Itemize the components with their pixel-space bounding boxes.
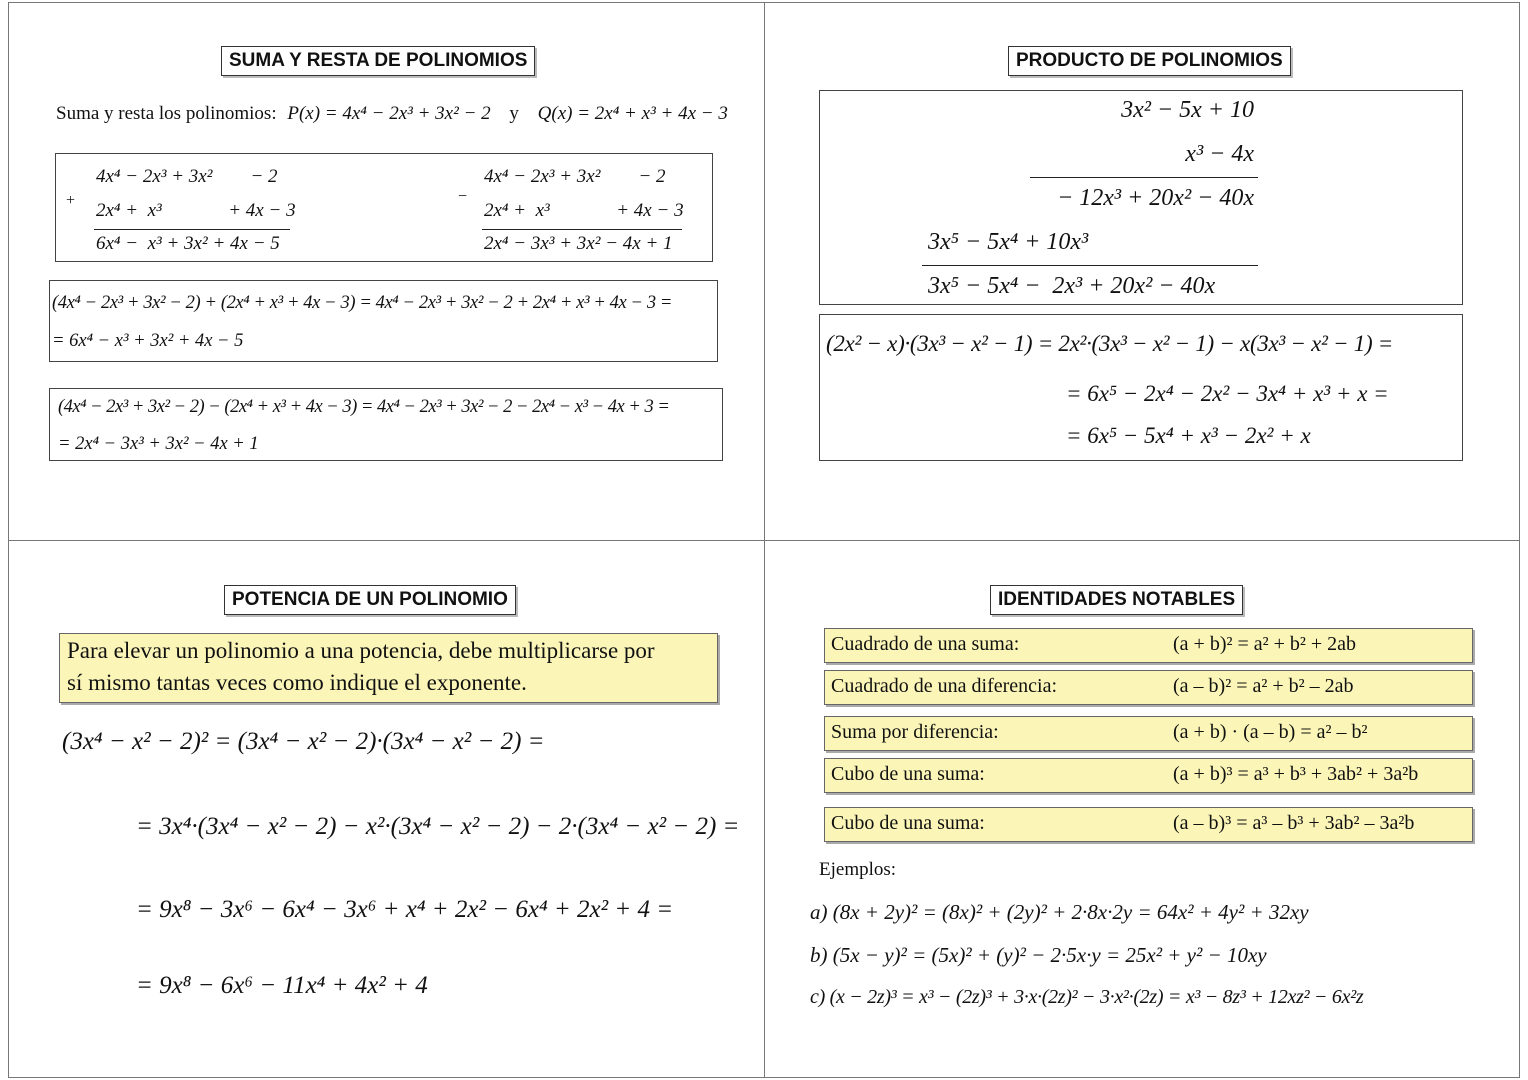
product-result: 3x⁵ − 5x⁴ − 2x³ + 20x² − 40x	[928, 273, 1216, 299]
sum-line-1: (4x⁴ − 2x³ + 3x² − 2) + (2x⁴ + x³ + 4x − 3) = 4x⁴ − 2x³ + 3x² − 2 + 2x⁴ + x³ + 4x − 3 =	[52, 293, 672, 313]
identity-formula: (a + b)² = a² + b² + 2ab	[1173, 633, 1357, 655]
product-horizontal-box	[819, 314, 1463, 461]
diff-row-1: 4x⁴ − 2x³ + 3x² − 2	[484, 166, 666, 187]
partial-product-1: − 12x³ + 20x² − 40x	[1057, 185, 1254, 211]
diff-horizontal-box	[49, 388, 723, 461]
power-line-2: = 3x⁴·(3x⁴ − x² − 2) − x²·(3x⁴ − x² − 2) − 2·(3x⁴ − x² − 2) =	[136, 813, 740, 840]
sum-sign: +	[66, 192, 76, 209]
identity-formula: (a – b)² = a² + b² – 2ab	[1173, 675, 1354, 697]
power-rule-note	[59, 633, 718, 703]
sum-horizontal-box	[49, 280, 718, 362]
example-b: b) (5x − y)² = (5x)² + (y)² − 2·5x·y = 25x² + y² − 10xy	[810, 943, 1267, 967]
product-column-box	[819, 90, 1463, 305]
identity-formula: (a + b) · (a – b) = a² – b²	[1173, 721, 1368, 743]
identity-row	[824, 758, 1473, 793]
power-line-3: = 9x⁸ − 3x⁶ − 6x⁴ − 3x⁶ + x⁴ + 2x² − 6x⁴ + 2x² + 4 =	[136, 896, 674, 923]
power-line-4: = 9x⁸ − 6x⁶ − 11x⁴ + 4x² + 4	[136, 972, 428, 999]
note-line-2: sí mismo tantas veces como indique el exponente.	[67, 670, 527, 695]
factor-2: x³ − 4x	[1185, 141, 1254, 167]
product-rule-1	[1030, 177, 1258, 178]
section-title: SUMA Y RESTA DE POLINOMIOS	[221, 46, 535, 76]
product-line-3: = 6x⁵ − 5x⁴ + x³ − 2x² + x	[1066, 423, 1311, 448]
identity-row	[824, 628, 1473, 663]
identity-label: Cubo de una suma:	[831, 763, 985, 785]
sum-result: 6x⁴ − x³ + 3x² + 4x − 5	[96, 233, 280, 254]
partial-product-2: 3x⁵ − 5x⁴ + 10x³	[928, 229, 1089, 255]
diff-sign: −	[458, 188, 468, 205]
identity-row	[824, 807, 1473, 842]
product-line-1: (2x² − x)·(3x³ − x² − 1) = 2x²·(3x³ − x² − 1) − x(3x³ − x² − 1) =	[826, 331, 1393, 356]
power-line-1: (3x⁴ − x² − 2)² = (3x⁴ − x² − 2)·(3x⁴ − x² − 2) =	[62, 728, 545, 755]
horizontal-divider	[8, 540, 1520, 541]
diff-line-1: (4x⁴ − 2x³ + 3x² − 2) − (2x⁴ + x³ + 4x − 3) = 4x⁴ − 2x³ + 3x² − 2 − 2x⁴ − x³ − 4x + 3 =	[58, 397, 670, 417]
diff-line-2: = 2x⁴ − 3x³ + 3x² − 4x + 1	[58, 434, 259, 454]
diff-result: 2x⁴ − 3x³ + 3x² − 4x + 1	[484, 233, 673, 254]
identity-label: Cuadrado de una diferencia:	[831, 675, 1058, 697]
note-line-1: Para elevar un polinomio a una potencia, debe multiplicarse por	[67, 638, 655, 663]
examples-label: Ejemplos:	[819, 859, 897, 880]
diff-rule	[482, 229, 682, 230]
sum-row-1: 4x⁴ − 2x³ + 3x² − 2	[96, 166, 278, 187]
intro-text: Suma y resta los polinomios:	[56, 103, 277, 124]
sum-line-2: = 6x⁴ − x³ + 3x² + 4x − 5	[52, 331, 244, 351]
identity-row	[824, 716, 1473, 751]
p-definition: P(x) = 4x⁴ − 2x³ + 3x² − 2	[287, 103, 491, 124]
section-title: IDENTIDADES NOTABLES	[990, 585, 1243, 615]
sum-rule	[94, 229, 290, 230]
section-title: POTENCIA DE UN POLINOMIO	[224, 585, 516, 615]
identity-label: Cuadrado de una suma:	[831, 633, 1020, 655]
example-c: c) (x − 2z)³ = x³ − (2z)³ + 3·x·(2z)² − 3·x²·(2z) = x³ − 8z³ + 12xz² − 6x²z	[810, 986, 1364, 1008]
identity-label: Suma por diferencia:	[831, 721, 999, 743]
intro-line	[56, 103, 728, 125]
q-definition: Q(x) = 2x⁴ + x³ + 4x − 3	[537, 103, 728, 124]
factor-1: 3x² − 5x + 10	[1121, 97, 1254, 123]
y-word: y	[509, 103, 519, 124]
identity-label: Cubo de una suma:	[831, 812, 985, 834]
identity-row	[824, 670, 1473, 705]
identity-formula: (a – b)³ = a³ – b³ + 3ab² – 3a²b	[1173, 812, 1415, 834]
product-rule-2	[922, 265, 1258, 266]
identity-formula: (a + b)³ = a³ + b³ + 3ab² + 3a²b	[1173, 763, 1419, 785]
column-operations-box	[55, 153, 713, 262]
product-line-2: = 6x⁵ − 2x⁴ − 2x² − 3x⁴ + x³ + x =	[1066, 381, 1389, 406]
diff-row-2: 2x⁴ + x³ + 4x − 3	[484, 200, 684, 221]
sum-row-2: 2x⁴ + x³ + 4x − 3	[96, 200, 296, 221]
example-a: a) (8x + 2y)² = (8x)² + (2y)² + 2·8x·2y = 64x² + 4y² + 32xy	[810, 900, 1309, 924]
section-title: PRODUCTO DE POLINOMIOS	[1008, 46, 1291, 76]
